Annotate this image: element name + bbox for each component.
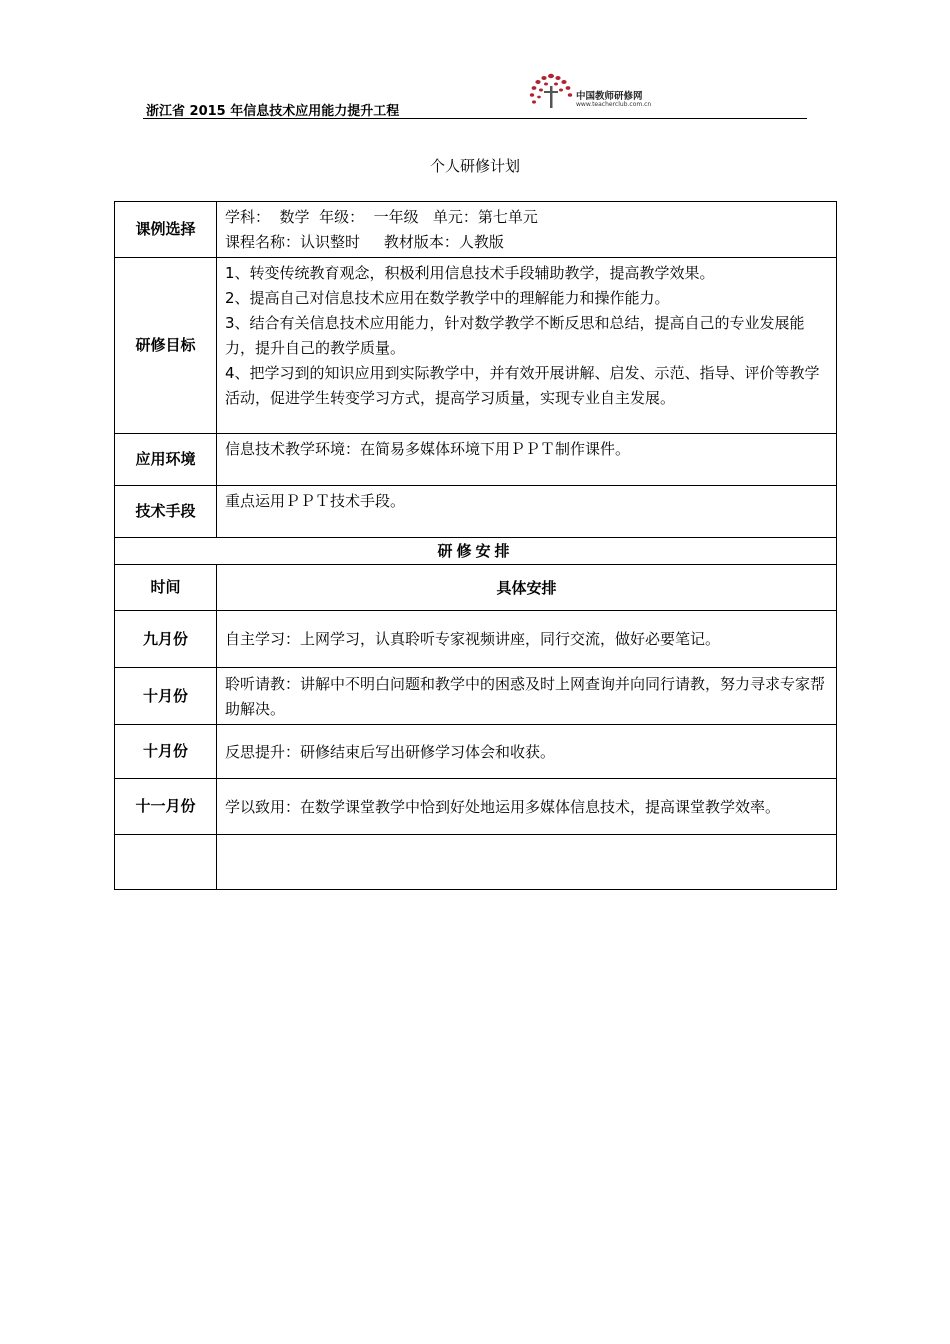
table-row	[115, 835, 837, 890]
table-row-technique	[115, 486, 837, 538]
goal-item: 2、提高自己对信息技术应用在数学教学中的理解能力和操作能力。	[225, 289, 670, 307]
page-title: 个人研修计划	[429, 157, 520, 175]
goals-content	[217, 258, 837, 434]
table-row-environment	[115, 434, 837, 486]
table-row	[115, 779, 837, 835]
logo-url: www.teacherclub.com.cn	[576, 101, 652, 108]
schedule-plan: 自主学习：上网学习，认真聆听专家视频讲座，同行交流，做好必要笔记。	[217, 611, 837, 668]
schedule-time: 九月份	[115, 611, 217, 668]
header-project-title: 浙江省 2015 年信息技术应用能力提升工程	[146, 104, 400, 119]
logo-name: 中国教师研修网	[576, 91, 643, 102]
course-line-1: 学科： 数学 年级： 一年级 单元：第七单元	[225, 208, 538, 226]
schedule-plan: 学以致用：在数学课堂教学中恰到好处地运用多媒体信息技术，提高课堂教学效率。	[217, 779, 837, 835]
table-row-arrangement-title	[115, 538, 837, 565]
goal-item: 4、把学习到的知识应用到实际教学中，并有效开展讲解、启发、示范、指导、评价等教学活动，促进学生转变学习方式，提高学习质量，实现专业自主发展。	[225, 364, 820, 407]
table-row-goals	[115, 258, 837, 434]
schedule-time	[115, 835, 217, 890]
table-row-arrangement-header	[115, 565, 837, 611]
environment-content: 信息技术教学环境：在简易多媒体环境下用ＰＰＴ制作课件。	[217, 434, 837, 486]
goal-item: 1、转变传统教育观念，积极利用信息技术手段辅助教学，提高教学效果。	[225, 264, 715, 282]
table-row	[115, 725, 837, 779]
technique-label: 技术手段	[115, 486, 217, 538]
course-label: 课例选择	[115, 202, 217, 258]
technique-content: 重点运用ＰＰＴ技术手段。	[217, 486, 837, 538]
arrangement-title: 研修安排	[115, 538, 837, 565]
schedule-plan	[217, 835, 837, 890]
column-header-time: 时间	[115, 565, 217, 611]
goals-label: 研修目标	[115, 258, 217, 434]
schedule-time: 十月份	[115, 668, 217, 725]
course-line-2: 课程名称：认识整时 教材版本：人教版	[225, 233, 504, 251]
goal-item: 3、结合有关信息技术应用能力，针对数学教学不断反思和总结，提高自己的专业发展能力，提升自己的教学质量。	[225, 314, 805, 357]
table-row-course	[115, 202, 837, 258]
schedule-time: 十一月份	[115, 779, 217, 835]
column-header-plan: 具体安排	[217, 565, 837, 611]
plan-table	[114, 201, 837, 890]
teacherclub-logo	[528, 72, 678, 112]
schedule-plan: 反思提升：研修结束后写出研修学习体会和收获。	[217, 725, 837, 779]
course-content	[217, 202, 837, 258]
table-row	[115, 668, 837, 725]
tree-logo-icon	[528, 72, 574, 112]
table-row	[115, 611, 837, 668]
header-divider	[143, 118, 807, 119]
schedule-time: 十月份	[115, 725, 217, 779]
schedule-plan: 聆听请教：讲解中不明白问题和教学中的困惑及时上网查询并向同行请教，努力寻求专家帮助解决。	[217, 668, 837, 725]
environment-label: 应用环境	[115, 434, 217, 486]
